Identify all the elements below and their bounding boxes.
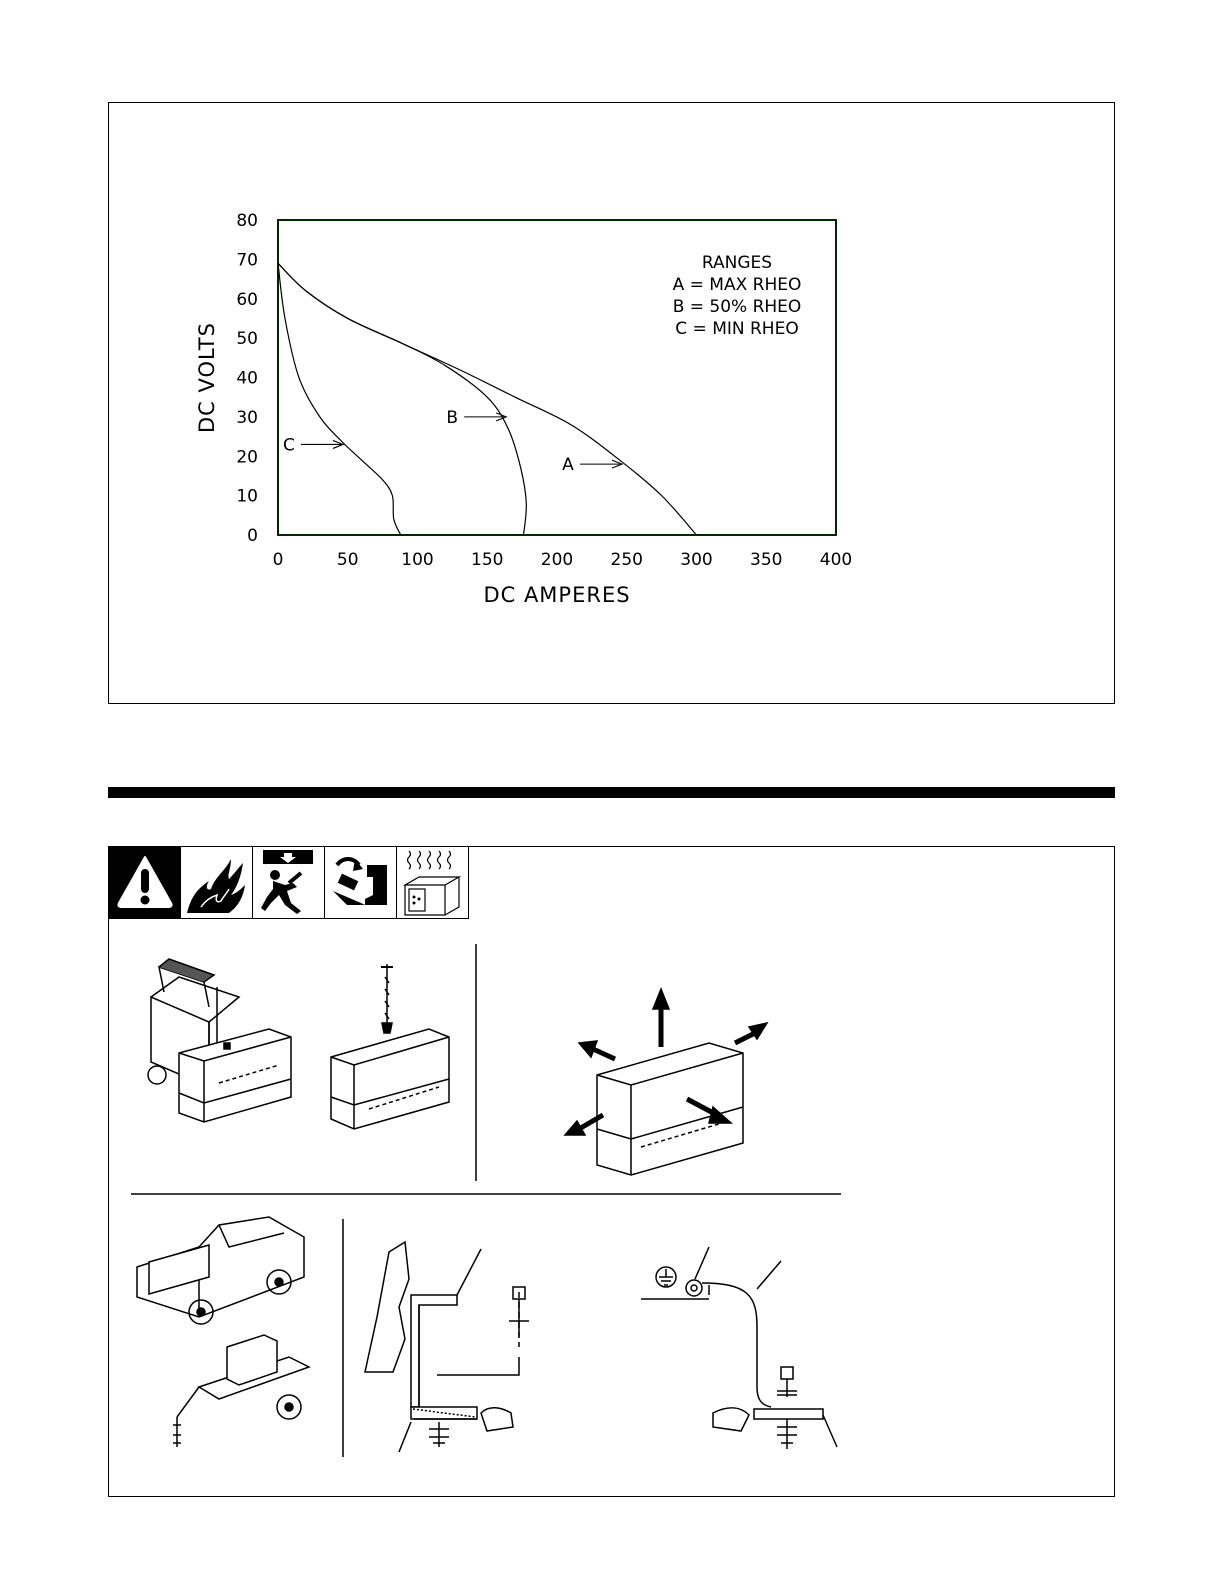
volt-ampere-chart bbox=[109, 103, 1113, 702]
curve-label-b: B bbox=[446, 407, 459, 428]
series-b-line bbox=[278, 263, 526, 535]
series-c-line bbox=[278, 263, 401, 535]
y-tick-label: 60 bbox=[236, 289, 258, 310]
legend-entry: B = 50% RHEO bbox=[672, 297, 802, 317]
y-tick-label: 10 bbox=[236, 486, 258, 507]
series-a-line bbox=[278, 263, 697, 535]
x-tick-label: 200 bbox=[540, 550, 574, 570]
legend-entry: A = MAX RHEO bbox=[672, 275, 802, 295]
y-tick-label: 80 bbox=[236, 211, 258, 231]
x-tick-label: 0 bbox=[272, 550, 284, 570]
y-tick-label: 0 bbox=[247, 526, 258, 546]
grounding-detail-illustration bbox=[641, 1247, 837, 1449]
installation-frame bbox=[108, 846, 1115, 1497]
trailer-illustration bbox=[173, 1335, 309, 1447]
legend-entry: C = MIN RHEO bbox=[675, 319, 799, 339]
legend-title: RANGES bbox=[701, 253, 773, 273]
y-axis-label: DC VOLTS bbox=[195, 321, 219, 434]
y-tick-label: 40 bbox=[236, 368, 258, 389]
y-tick-label: 30 bbox=[236, 407, 258, 428]
section-rule bbox=[108, 787, 1115, 798]
lifting-eye-illustration bbox=[331, 964, 449, 1129]
curve-label-c: C bbox=[283, 435, 295, 456]
x-tick-label: 250 bbox=[610, 550, 643, 570]
y-tick-label: 50 bbox=[236, 329, 258, 350]
truck-illustration bbox=[137, 1217, 304, 1324]
x-tick-label: 350 bbox=[750, 550, 783, 570]
forklift-illustration bbox=[148, 959, 291, 1122]
clearance-arrows-illustration bbox=[565, 989, 767, 1175]
x-tick-label: 50 bbox=[336, 550, 359, 570]
curve-label-a: A bbox=[562, 455, 574, 476]
x-tick-label: 150 bbox=[471, 550, 504, 570]
chart-frame bbox=[108, 102, 1115, 704]
x-tick-label: 300 bbox=[680, 550, 713, 570]
x-tick-label: 400 bbox=[819, 550, 853, 570]
y-tick-label: 70 bbox=[236, 250, 258, 271]
plot-layer bbox=[195, 211, 852, 607]
x-axis-label: DC AMPERES bbox=[483, 583, 631, 607]
mounting-detail-illustration bbox=[365, 1242, 529, 1452]
installation-illustrations bbox=[109, 847, 1113, 1495]
x-tick-label: 100 bbox=[401, 550, 434, 570]
y-tick-label: 20 bbox=[236, 447, 258, 468]
